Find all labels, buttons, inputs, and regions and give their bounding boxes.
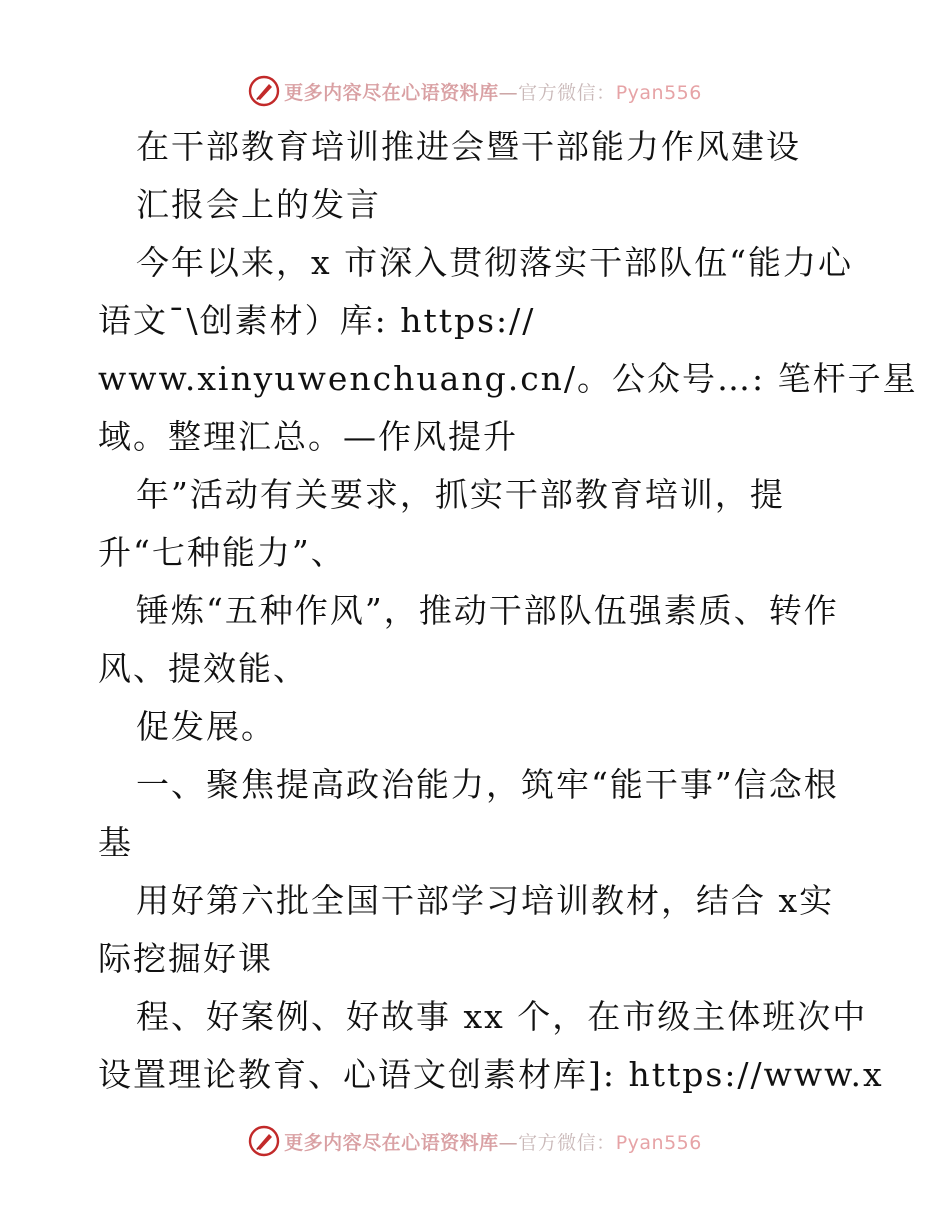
body-text-line: 程、好案例、好故事 xx 个，在市级主体班次中	[136, 997, 868, 1036]
banner-wechat-id: Pyan556	[615, 1131, 702, 1154]
banner-wechat-id: Pyan556	[615, 81, 702, 104]
banner-wechat-label: 官方微信：	[518, 1131, 616, 1154]
body-text-line: 升“七种能力”、	[98, 533, 346, 572]
body-text-line: 在干部教育培训推进会暨干部能力作风建设	[136, 127, 801, 166]
body-text-line: 域。整理汇总。—作风提升	[98, 417, 518, 456]
quill-pen-logo-icon	[248, 1125, 280, 1157]
body-text-line: 今年以来，x 市深入贯彻落实干部队伍“能力心	[136, 243, 853, 282]
body-text-line: www.xinyuwenchuang.cn/。公众号…: 笔杆子星	[98, 359, 918, 398]
body-text-line: 际挖掘好课	[98, 939, 273, 978]
body-text-line: 语文¯\创素材）库: https://	[98, 301, 536, 340]
banner-site-name: 更多内容尽在心语资料库	[284, 81, 499, 104]
body-text-line: 设置理论教育、心语文创素材库]: https://www.x	[98, 1055, 884, 1094]
body-text-line: 一、聚焦提高政治能力，筑牢“能干事”信念根	[136, 765, 839, 804]
body-text-line: 锤炼“五种作风”，推动干部队伍强素质、转作	[136, 591, 839, 630]
body-text-line: 促发展。	[136, 707, 276, 746]
body-text-line: 汇报会上的发言	[136, 185, 381, 224]
quill-pen-logo-icon	[248, 75, 280, 107]
banner-site-text	[284, 1128, 702, 1155]
footer-watermark-banner	[0, 1121, 950, 1161]
banner-wechat-label: 官方微信：	[518, 81, 616, 104]
body-text-line: 风、提效能、	[98, 649, 308, 688]
banner-site-text	[284, 78, 702, 105]
banner-dash: —	[498, 1131, 519, 1154]
body-text-line: 用好第六批全国干部学习培训教材，结合 x实	[136, 881, 835, 920]
banner-site-name: 更多内容尽在心语资料库	[284, 1131, 499, 1154]
banner-dash: —	[498, 81, 519, 104]
header-watermark-banner	[0, 71, 950, 111]
body-text-line: 年”活动有关要求，抓实干部教育培训，提	[136, 475, 785, 514]
body-text-line: 基	[98, 823, 133, 862]
